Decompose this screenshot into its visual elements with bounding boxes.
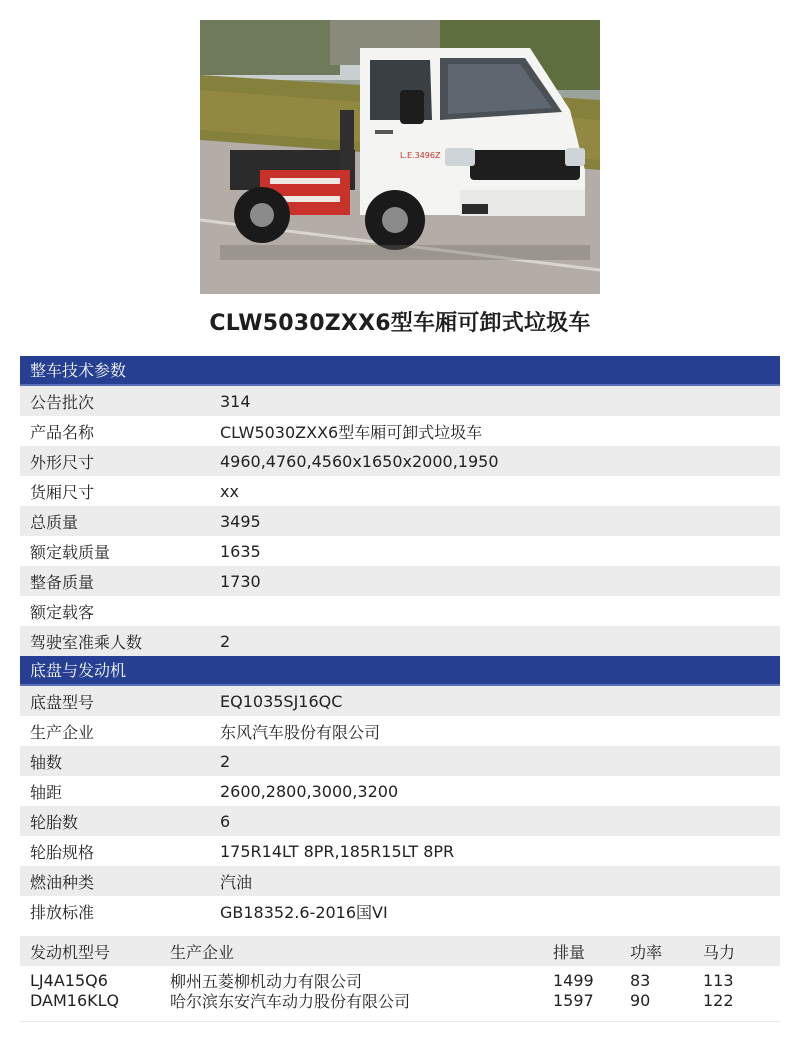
column-header-horsepower: 马力	[703, 942, 736, 962]
column-header-engine-model: 发动机型号	[30, 942, 111, 962]
row-value: 3495	[220, 511, 261, 531]
displacement-cell: 1597	[553, 990, 594, 1010]
row-label: 驾驶室准乘人数	[30, 632, 143, 652]
row-value: 2	[220, 631, 231, 651]
row-value: 2	[220, 751, 231, 771]
table-row	[20, 970, 780, 990]
power-cell: 90	[630, 990, 651, 1010]
row-label: 整备质量	[30, 572, 95, 592]
manufacturer-cell: 哈尔滨东安汽车动力股份有限公司	[170, 991, 411, 1011]
table-row	[20, 716, 780, 746]
table-row	[20, 416, 780, 446]
manufacturer-cell: 柳州五菱柳机动力有限公司	[170, 971, 363, 991]
table-row	[20, 806, 780, 836]
displacement-cell: 1499	[553, 970, 594, 990]
table-row	[20, 686, 780, 716]
table-row	[20, 386, 780, 416]
engine-rows	[20, 966, 780, 1010]
row-label: 轴距	[30, 782, 63, 802]
row-label: 额定载客	[30, 602, 95, 622]
row-label: 额定载质量	[30, 542, 111, 562]
truck-photo	[200, 20, 600, 294]
row-label: 燃油种类	[30, 872, 95, 892]
row-label: 公告批次	[30, 392, 95, 412]
column-header-displacement: 排量	[553, 942, 586, 962]
table-row	[20, 990, 780, 1010]
table-row	[20, 866, 780, 896]
row-label: 底盘型号	[30, 692, 95, 712]
column-header-power: 功率	[630, 942, 663, 962]
row-value: 4960,4760,4560x1650x2000,1950	[220, 451, 499, 471]
row-label: 轮胎数	[30, 812, 79, 832]
row-value: 东风汽车股份有限公司	[220, 722, 381, 742]
chassis-engine-table	[20, 656, 780, 926]
power-cell: 83	[630, 970, 651, 990]
table-row	[20, 896, 780, 926]
table-row	[20, 566, 780, 596]
table-row	[20, 836, 780, 866]
row-value: 314	[220, 391, 251, 411]
row-value: 2600,2800,3000,3200	[220, 781, 399, 801]
row-label: 轮胎规格	[30, 842, 95, 862]
table-row	[20, 446, 780, 476]
row-label: 轴数	[30, 752, 63, 772]
row-value: 汽油	[220, 872, 253, 892]
table-row	[20, 596, 780, 626]
engine-model-cell: DAM16KLQ	[30, 990, 120, 1010]
row-value: CLW5030ZXX6型车厢可卸式垃圾车	[220, 422, 483, 442]
horsepower-cell: 113	[703, 970, 734, 990]
row-value: EQ1035SJ16QC	[220, 691, 343, 711]
table-row	[20, 746, 780, 776]
table-row	[20, 776, 780, 806]
row-value: xx	[220, 481, 239, 501]
row-label: 外形尺寸	[30, 452, 95, 472]
table-row	[20, 506, 780, 536]
row-label: 货厢尺寸	[30, 482, 95, 502]
row-label: 生产企业	[30, 722, 95, 742]
table-row	[20, 476, 780, 506]
row-value: GB18352.6-2016国VI	[220, 902, 388, 922]
engine-model-cell: LJ4A15Q6	[30, 970, 108, 990]
table-row	[20, 626, 780, 656]
section-header-chassis-engine: 底盘与发动机	[20, 656, 780, 686]
row-value: 175R14LT 8PR,185R15LT 8PR	[220, 841, 455, 861]
row-value: 1635	[220, 541, 261, 561]
row-value: 1730	[220, 571, 261, 591]
page-title: CLW5030ZXX6型车厢可卸式垃圾车	[209, 311, 591, 336]
horsepower-cell: 122	[703, 990, 734, 1010]
vehicle-spec-table	[20, 356, 780, 656]
row-label: 总质量	[30, 512, 79, 532]
row-label: 产品名称	[30, 422, 95, 442]
section-header-vehicle-spec: 整车技术参数	[20, 356, 780, 386]
door-marking: L.E.3496Z	[400, 151, 441, 160]
engine-table-header	[20, 936, 780, 966]
engine-table	[20, 936, 780, 1022]
row-value: 6	[220, 811, 231, 831]
row-label: 排放标准	[30, 902, 95, 922]
table-row	[20, 536, 780, 566]
column-header-manufacturer: 生产企业	[170, 942, 235, 962]
